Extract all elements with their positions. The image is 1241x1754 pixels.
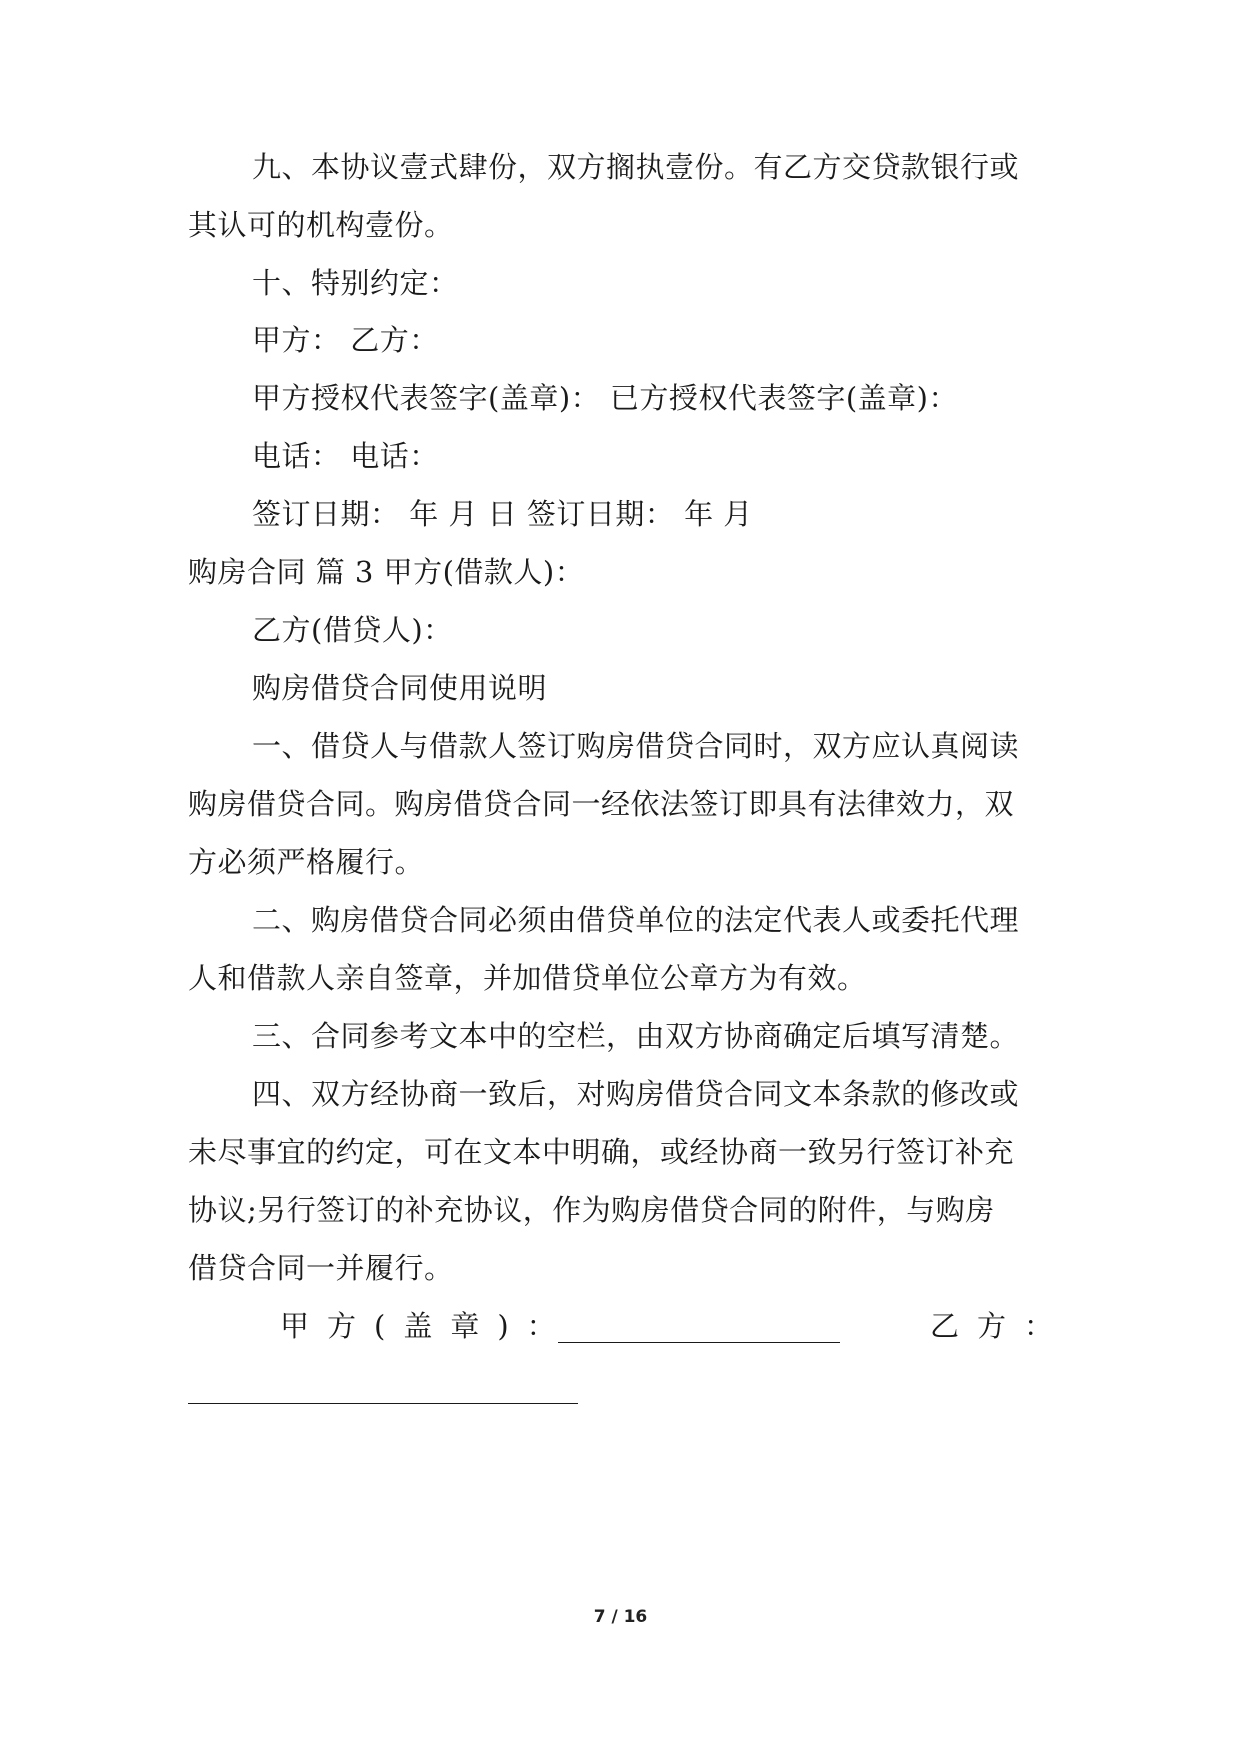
date-line: 签订日期： 年 月 日 签订日期： 年 月: [252, 497, 753, 531]
seal-party-a: 甲方(盖章)：: [280, 1309, 574, 1343]
usage-title: 购房借贷合同使用说明: [252, 671, 548, 705]
section-header: 购房合同 篇 3 甲方(借款人)：: [188, 555, 585, 589]
signature-line: 甲方授权代表签字(盖章)： 已方授权代表签字(盖章)：: [252, 381, 958, 415]
seal-party-a-blank: [558, 1316, 840, 1343]
clause-10: 十、特别约定：: [252, 266, 459, 300]
seal-party-b: 乙方：: [930, 1309, 1072, 1343]
item-3-line-1: 三、合同参考文本中的空栏，由双方协商确定后填写清楚。: [252, 1019, 1020, 1053]
item-1-line-2: 购房借贷合同。购房借贷合同一经依法签订即具有法律效力，双: [188, 787, 1015, 821]
item-4-line-1: 四、双方经协商一致后，对购房借贷合同文本条款的修改或: [252, 1077, 1020, 1111]
item-4-line-2: 未尽事宜的约定，可在文本中明确，或经协商一致另行签订补充: [188, 1135, 1015, 1169]
party-b-line: 乙方(借贷人)：: [252, 613, 453, 647]
phone-line: 电话： 电话：: [252, 439, 439, 473]
party-line: 甲方： 乙方：: [252, 323, 439, 357]
seal-party-b-blank: [188, 1377, 578, 1404]
page-number: 7 / 16: [593, 1607, 648, 1627]
clause-9-line-1: 九、本协议壹式肆份，双方搁执壹份。有乙方交贷款银行或: [252, 150, 1020, 184]
clause-9-line-2: 其认可的机构壹份。: [188, 208, 454, 242]
item-2-line-1: 二、购房借贷合同必须由借贷单位的法定代表人或委托代理: [252, 903, 1020, 937]
item-4-line-4: 借贷合同一并履行。: [188, 1251, 454, 1285]
item-2-line-2: 人和借款人亲自签章，并加借贷单位公章方为有效。: [188, 961, 867, 995]
item-1-line-3: 方必须严格履行。: [188, 845, 425, 879]
item-1-line-1: 一、借贷人与借款人签订购房借贷合同时，双方应认真阅读: [252, 729, 1020, 763]
item-4-line-3: 协议;另行签订的补充协议，作为购房借贷合同的附件，与购房: [188, 1193, 995, 1227]
